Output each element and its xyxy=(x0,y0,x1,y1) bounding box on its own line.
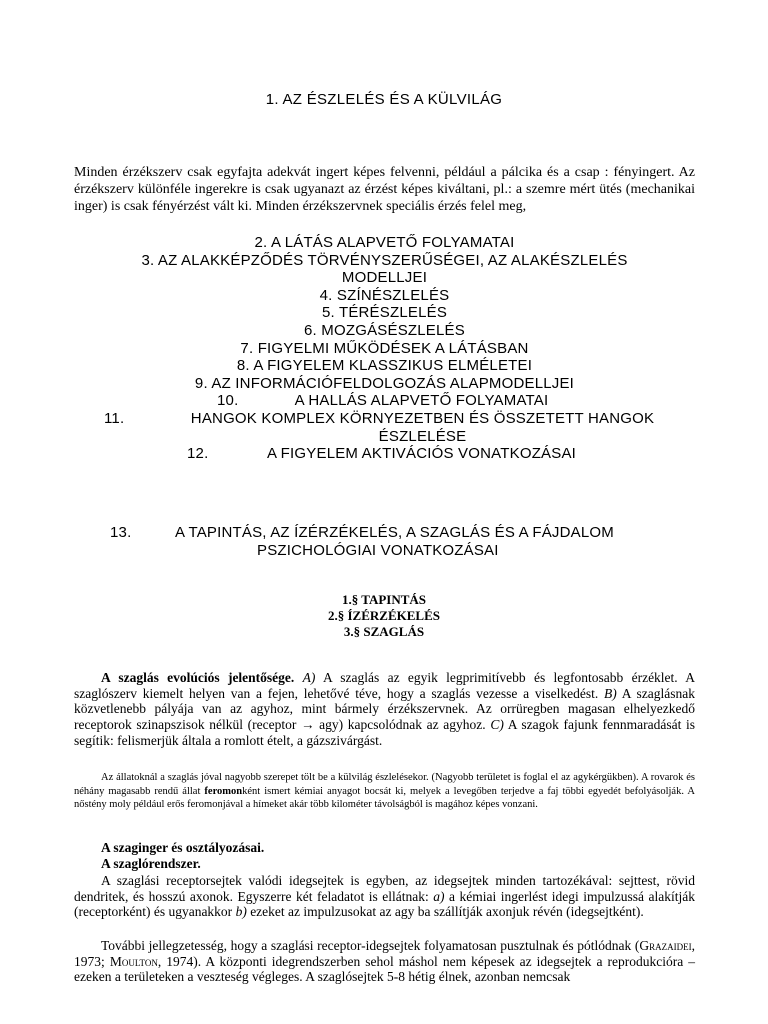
toc-item: 5. TÉRÉSZLELÉS xyxy=(321,304,448,322)
citation-author: Grazaidei xyxy=(639,938,692,953)
section-title-line: PSZICHOLÓGIAI VONATKOZÁSAI xyxy=(257,541,499,559)
toc-number: 11. xyxy=(104,409,125,427)
paragraph-lead: A szaglás evolúciós jelentősége. xyxy=(101,670,295,685)
toc-text: A HALLÁS ALAPVETŐ FOLYAMATAI xyxy=(294,392,549,410)
toc-item: 8. A FIGYELEM KLASSZIKUS ELMÉLETEI xyxy=(236,357,533,375)
note-text: Az állatoknál a szaglás jóval nagyobb szerepet tölt be a külvilág észlelésekor. (Nagyobb területet is foglal el az agykérgükben). xyxy=(101,772,639,783)
toc-item-10 xyxy=(74,392,695,410)
toc-text: HANGOK KOMPLEX KÖRNYEZETBEN ÉS ÖSSZETETT HANGOK xyxy=(190,409,655,427)
text-b: A szaglásnak közvetlenebb pályája van az agyhoz, mint bármely érzékszervnek. Az orrüregben magasan elhelyezkedő receptorok szinapszisok nélkül (receptor xyxy=(74,685,695,733)
note-text: A rovarok és néhány magasabb rendű állat xyxy=(74,772,696,797)
label-a: A) xyxy=(302,670,316,685)
chapter-heading: 1. AZ ÉSZLELÉS ÉS A KÜLVILÁG xyxy=(265,91,503,108)
toc-item-11 xyxy=(74,410,695,428)
toc-item: 3. AZ ALAKKÉPZŐDÉS TÖRVÉNYSZERŰSÉGEI, AZ ALAKÉSZLELÉS xyxy=(141,251,628,269)
intro-paragraph: Minden érzékszerv csak egyfajta adekvát ingert képes felvenni, például a pálcika és a csap : fényingert. Az érzékszerv különféle ingerekre is csak ugyanazt az érzést képes kiváltani, pl.: a szemre mért ütés (mechanikai inger) is csak fényérzést vált ki. Minden érzékszervnek speciális érzés felel meg, xyxy=(74,165,695,214)
citation-year: , 1973; xyxy=(74,938,695,969)
toc-item: 6. MOZGÁSÉSZLELÉS xyxy=(304,321,465,339)
table-of-contents xyxy=(74,234,695,463)
subheading: A szaglórendszer. xyxy=(101,856,201,871)
arrow-icon: → xyxy=(301,717,315,733)
label-c: C) xyxy=(490,717,504,733)
section-number: 13. xyxy=(110,524,132,541)
toc-item: 9. AZ INFORMÁCIÓFELDOLGOZÁS ALAPMODELLJEI xyxy=(194,374,575,392)
toc-text-continued: ÉSZLELÉSE xyxy=(378,427,467,445)
subsection-title: 1.§ TAPINTÁS xyxy=(341,592,427,607)
para-text: , 1974). A központi idegrendszerben sehol máshol nem képesek az idegsejtek a reprodukcióra – ezeken a területeken a veszteség végleges. A szaglósejtek 5-8 hétig élnek, azonban nemcsak xyxy=(74,953,695,985)
para-text: További jellegzetesség, hogy a szaglási receptor-idegsejtek folyamatosan pusztulnak és pótlódnak ( xyxy=(101,938,640,953)
regeneration-paragraph xyxy=(74,938,695,985)
toc-text: A FIGYELEM AKTIVÁCIÓS VONATKOZÁSAI xyxy=(266,445,577,463)
receptor-paragraph xyxy=(74,873,695,920)
toc-item: 7. FIGYELMI MŰKÖDÉSEK A LÁTÁSBAN xyxy=(240,339,529,357)
toc-item: MODELLJEI xyxy=(341,269,428,287)
subheading: A szaginger és osztályozásai. xyxy=(101,840,265,855)
text-b2: agy) kapcsolódnak az agyhoz. xyxy=(319,717,486,733)
toc-number: 12. xyxy=(187,445,209,463)
text-c: A szagok fajunk fennmaradását is segítik: felismerjük általa a romlott ételt, a gázszivárgást. xyxy=(74,717,696,748)
citation-author: Moulton xyxy=(109,953,158,969)
para-text: a kémiai ingerlést idegi impulzussá alakítják (receptorként) és ugyanakkor xyxy=(74,888,696,920)
footnote-paragraph xyxy=(74,771,695,812)
subsection-title: 2.§ ÍZÉRZÉKELÉS xyxy=(328,608,440,623)
text-a: A szaglás az egyik legprimitívebb és legfontosabb érzéklet. A szaglószerv kiemelt helyen van a fejen, lehetővé téve, hogy a szaglás vezesse a viselkedést. xyxy=(74,670,695,701)
label-b: b) xyxy=(235,904,247,920)
toc-item: 4. SZÍNÉSZLELÉS xyxy=(319,286,450,304)
label-b: B) xyxy=(604,685,617,701)
toc-item-12 xyxy=(74,445,695,463)
note-text: ként ismert kémiai anyagot bocsát ki, melyek a levegőben terjedve a faj többi egyedét befolyásolják. A nőstény moly például erős feromonjával a hímeket akár több kilométer távolságból is magához képes vonzani. xyxy=(74,785,695,811)
label-a: a) xyxy=(433,888,445,904)
subsection-title: 3.§ SZAGLÁS xyxy=(343,624,425,639)
subsection-list xyxy=(0,592,768,640)
evolution-paragraph xyxy=(74,670,695,749)
section-title-line: A TAPINTÁS, AZ ÍZÉRZÉKELÉS, A SZAGLÁS ÉS A FÁJDALOM xyxy=(175,524,614,541)
toc-item: 2. A LÁTÁS ALAPVETŐ FOLYAMATAI xyxy=(254,234,515,251)
para-text: A szaglási receptorsejtek valódi idegsejtek is egyben, az idegsejtek minden tartozékával: sejttest, rövid dendritek, és hosszú axonok. Egyszerre két feladatot is ellátnak: xyxy=(74,873,695,904)
section-13-heading xyxy=(74,524,695,559)
term-feromon: feromon xyxy=(204,785,243,797)
toc-number: 10. xyxy=(217,392,239,410)
para-text: ezeket az impulzusokat az agy ba szállítják axonjuk révén (idegsejtként). xyxy=(250,904,644,920)
